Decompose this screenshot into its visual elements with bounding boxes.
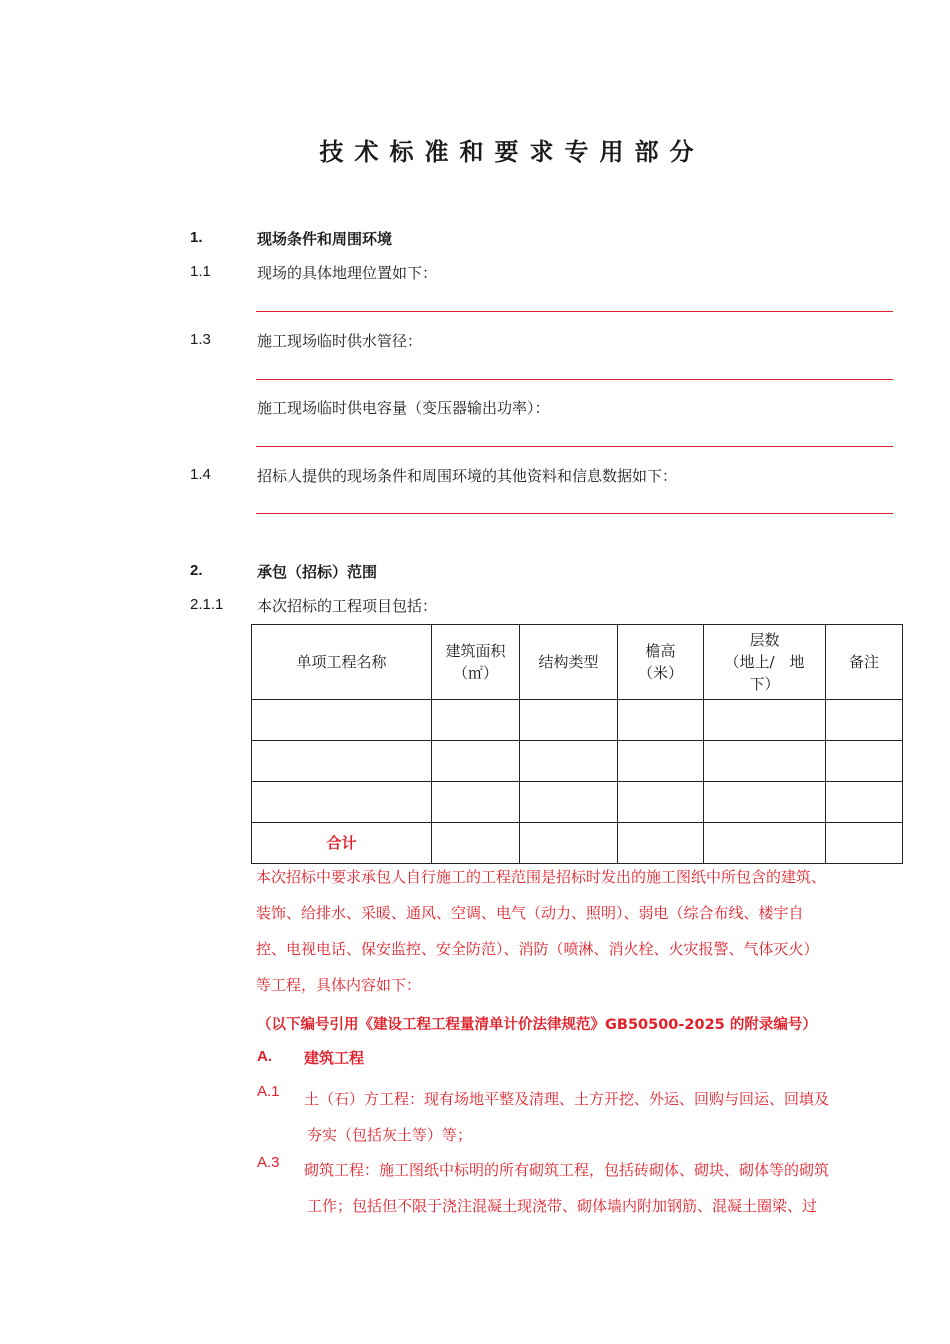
item-1-4-text: 招标人提供的现场条件和周围环境的其他资料和信息数据如下： (257, 467, 678, 485)
section-2-number: 2. (190, 562, 203, 579)
table-cell[interactable] (520, 700, 618, 741)
item-a3-line: 砌筑工程：施工图纸中标明的所有砌筑工程，包括砖砌体、砌块、砌体等的砌筑 (304, 1161, 830, 1179)
table-cell[interactable] (704, 700, 826, 741)
table-cell[interactable] (618, 782, 704, 823)
table-cell[interactable] (826, 741, 903, 782)
item-a1-text (304, 1081, 829, 1153)
table-cell[interactable] (704, 741, 826, 782)
item-a1-line: 土（石）方工程：现有场地平整及清理、土方开挖、外运、回购与回运、回填及 (304, 1090, 830, 1108)
item-a3-line: 工作；包括但不限于浇注混凝土现浇带、砌体墙内附加钢筋、混凝土圈梁、过 (307, 1197, 818, 1215)
table-cell[interactable] (618, 700, 704, 741)
item-1-1-number: 1.1 (190, 263, 211, 280)
table-cell[interactable] (432, 823, 520, 864)
item-1-4-number: 1.4 (190, 466, 211, 483)
header-eave-height-label: 檐高 (645, 642, 676, 660)
table-row (252, 700, 903, 741)
header-remarks: 备注 (826, 625, 903, 700)
header-project-name: 单项工程名称 (252, 625, 432, 700)
table-cell[interactable] (432, 741, 520, 782)
header-floor-area (432, 625, 520, 700)
item-1-1-text: 现场的具体地理位置如下： (257, 264, 438, 282)
section-a-heading: 建筑工程 (304, 1049, 365, 1067)
header-floors-detail: （地上/ 地 (724, 653, 805, 671)
section-1-heading: 现场条件和周围环境 (257, 230, 393, 248)
scope-paragraph (256, 859, 906, 1003)
table-cell[interactable] (704, 782, 826, 823)
item-a1-line: 夯实（包括灰土等）等； (307, 1126, 473, 1144)
item-2-1-1-text: 本次招标的工程项目包括： (257, 597, 438, 615)
reference-note: （以下编号引用《建设工程工程量清单计价法律规范》GB50500-2025 的附录编号） (257, 1017, 817, 1033)
item-2-1-1-number: 2.1.1 (190, 596, 224, 613)
header-floor-area-unit: （㎡） (452, 664, 498, 682)
fill-in-line (256, 379, 893, 380)
table-cell[interactable] (432, 700, 520, 741)
header-eave-height-unit: （米） (637, 664, 683, 682)
header-floor-area-label: 建筑面积 (445, 642, 506, 660)
fill-in-line (256, 513, 893, 514)
table-row (252, 741, 903, 782)
item-a1-number: A.1 (257, 1083, 280, 1100)
table-cell[interactable] (826, 782, 903, 823)
fill-in-line (256, 446, 893, 447)
header-floors-detail-end: 下） (749, 675, 780, 693)
section-2-heading: 承包（招标）范围 (257, 563, 378, 581)
table-cell[interactable] (826, 823, 903, 864)
fill-in-line (256, 311, 893, 312)
table-cell[interactable] (252, 782, 432, 823)
table-cell[interactable] (826, 700, 903, 741)
item-1-3-number: 1.3 (190, 331, 211, 348)
header-floors (704, 625, 826, 700)
table-cell[interactable] (704, 823, 826, 864)
item-1-3b-text: 施工现场临时供电容量（变压器输出功率）： (257, 399, 550, 417)
table-header-row (252, 625, 903, 700)
document-title: 技术标准和要求专用部分 (319, 138, 705, 166)
item-a3-number: A.3 (257, 1154, 280, 1171)
scope-line: 等工程，具体内容如下： (256, 976, 422, 994)
scope-line: 本次招标中要求承包人自行施工的工程范围是招标时发出的施工图纸中所包含的建筑、 (256, 868, 827, 886)
section-1-number: 1. (190, 229, 203, 246)
table-cell[interactable] (252, 700, 432, 741)
table-cell[interactable] (520, 782, 618, 823)
header-floors-label: 层数 (749, 631, 780, 649)
section-a-number: A. (257, 1048, 272, 1065)
header-eave-height (618, 625, 704, 700)
table-total-row (252, 823, 903, 864)
item-a3-text (304, 1152, 829, 1224)
table-cell[interactable] (252, 741, 432, 782)
project-table (251, 624, 903, 864)
table-cell[interactable] (618, 823, 704, 864)
total-label: 合计 (252, 823, 432, 864)
scope-line: 装饰、给排水、采暖、通风、空调、电气（动力、照明）、弱电（综合布线、楼宇自 (256, 904, 804, 922)
table-cell[interactable] (432, 782, 520, 823)
table-cell[interactable] (520, 741, 618, 782)
item-1-3-text: 施工现场临时供水管径： (257, 332, 423, 350)
table-cell[interactable] (520, 823, 618, 864)
header-structure-type: 结构类型 (520, 625, 618, 700)
table-row (252, 782, 903, 823)
scope-line: 控、电视电话、保安监控、安全防范）、消防（喷淋、消火栓、火灾报警、气体灭火） (256, 940, 819, 958)
table-cell[interactable] (618, 741, 704, 782)
